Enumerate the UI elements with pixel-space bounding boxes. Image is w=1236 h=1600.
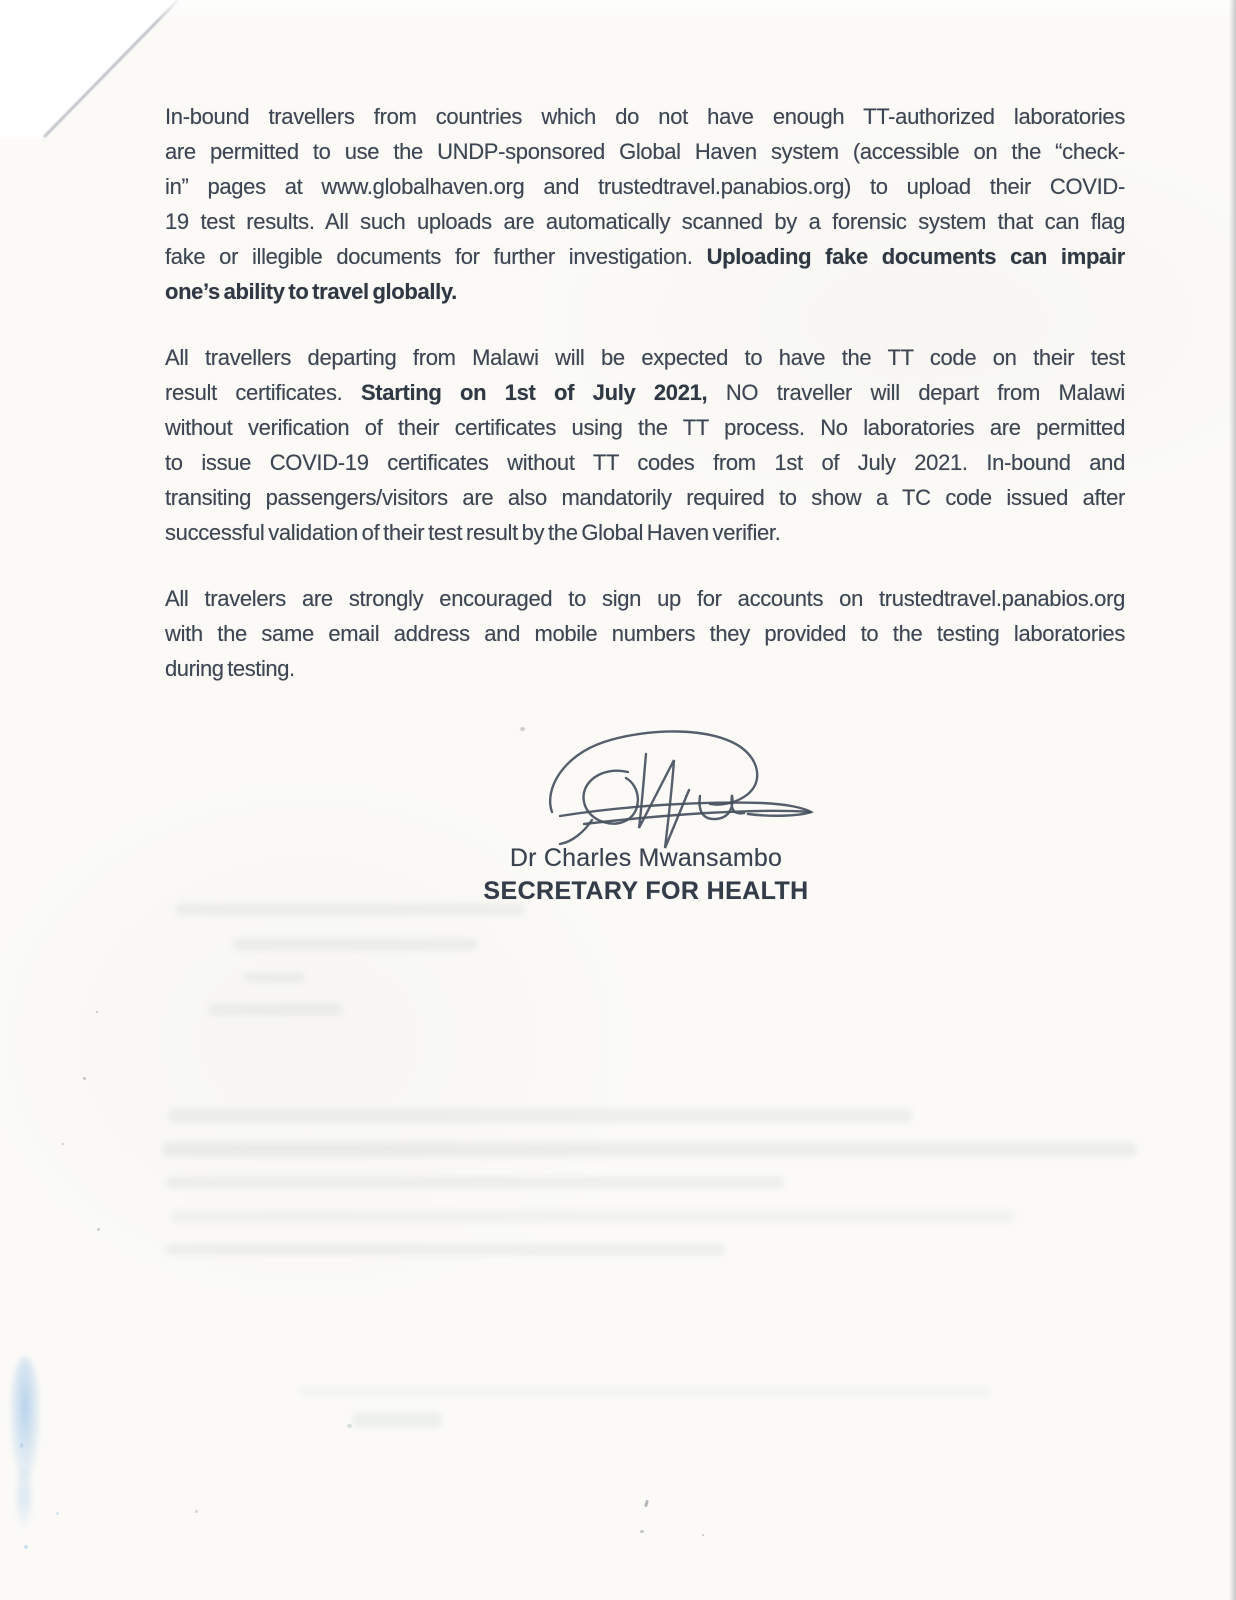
text-line: in” pages at www.globalhaven.org and trustedtravel.panabios.org) to upload their COVID- bbox=[165, 174, 1125, 199]
bleed-through-artifact bbox=[233, 938, 478, 951]
ink-smudge bbox=[10, 1357, 40, 1482]
paper-speck bbox=[640, 1530, 644, 1533]
text-line: successful validation of their test result by the Global Haven verifier. bbox=[165, 520, 781, 545]
ink-smudge bbox=[24, 1545, 28, 1549]
paper-speck bbox=[96, 1011, 98, 1013]
bleed-through-artifact bbox=[175, 903, 525, 916]
bleed-through-artifact bbox=[162, 1142, 1137, 1157]
bleed-through-artifact bbox=[208, 1003, 343, 1016]
signatory-block bbox=[483, 842, 808, 908]
text-line: are permitted to use the UNDP-sponsored Global Haven system (accessible on the “check- bbox=[165, 139, 1125, 164]
signatory-name: Dr Charles Mwansambo bbox=[509, 844, 783, 872]
bleed-through-artifact bbox=[243, 972, 305, 983]
bleed-through-artifact bbox=[168, 1108, 913, 1123]
ink-smudge bbox=[56, 1512, 59, 1515]
page-edge-highlight bbox=[0, 0, 1236, 22]
paragraph bbox=[165, 340, 1125, 550]
text-line: All travellers departing from Malawi will be expected to have the TT code on their test bbox=[165, 345, 1125, 370]
paper-speck bbox=[644, 1500, 649, 1508]
bleed-through-artifact bbox=[165, 1176, 785, 1189]
text-line: with the same email address and mobile numbers they provided to the testing laboratories bbox=[165, 621, 1125, 646]
text-line: one’s ability to travel globally. bbox=[165, 279, 457, 304]
bleed-through-artifact bbox=[300, 1386, 990, 1397]
signatory-title: SECRETARY FOR HEALTH bbox=[483, 877, 809, 905]
paper-speck bbox=[83, 1077, 86, 1080]
paragraph bbox=[165, 99, 1125, 309]
letter-body bbox=[165, 99, 1125, 686]
paper-speck bbox=[97, 1228, 100, 1231]
text-line: In-bound travellers from countries which do not have enough TT-authorized laboratories bbox=[165, 104, 1125, 129]
bleed-through-artifact bbox=[170, 1210, 1015, 1223]
text-line: transiting passengers/visitors are also mandatorily required to show a TC code issued after bbox=[165, 485, 1125, 510]
paper-speck bbox=[62, 1143, 64, 1145]
paragraph bbox=[165, 581, 1125, 686]
signature bbox=[532, 716, 820, 854]
text-line: fake or illegible documents for further investigation. Uploading fake documents can impair bbox=[165, 244, 1125, 269]
bleed-through-artifact bbox=[352, 1412, 442, 1428]
ink-smudge bbox=[14, 1468, 34, 1530]
text-line: during testing. bbox=[165, 656, 295, 681]
paper-speck bbox=[520, 727, 525, 731]
paper-speck bbox=[195, 1510, 198, 1513]
paper-speck bbox=[347, 1424, 352, 1428]
text-line: to issue COVID-19 certificates without TT codes from 1st of July 2021. In-bound and bbox=[165, 450, 1125, 475]
text-line: All travelers are strongly encouraged to sign up for accounts on trustedtravel.panabios.org bbox=[165, 586, 1125, 611]
ink-smudge bbox=[20, 1443, 23, 1448]
text-line: 19 test results. All such uploads are automatically scanned by a forensic system that can flag bbox=[165, 209, 1125, 234]
text-line: without verification of their certificates using the TT process. No laboratories are permitted bbox=[165, 415, 1125, 440]
text-line: result certificates. Starting on 1st of July 2021, NO traveller will depart from Malawi bbox=[165, 380, 1125, 405]
page-edge-shadow bbox=[1229, 0, 1236, 1600]
bleed-through-artifact bbox=[165, 1243, 725, 1256]
paper-speck bbox=[702, 1534, 704, 1536]
